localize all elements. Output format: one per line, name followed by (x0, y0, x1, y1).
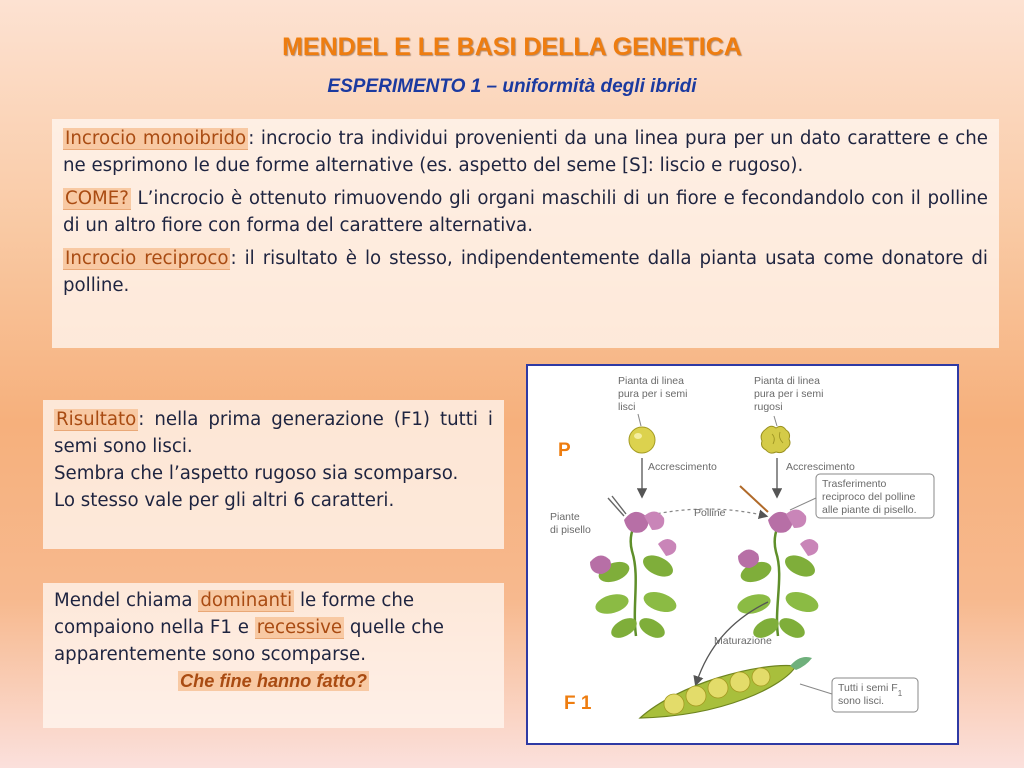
f1-note-subscript: 1 (897, 688, 903, 698)
f1-note-pointer (800, 684, 832, 694)
monoibrido-text: : incrocio tra individui provenienti da una linea pura per un dato carattere e che ne esprimono le due forme alternative (es. aspetto del seme [S]: liscio e rugoso). (63, 128, 988, 176)
illustration-svg (528, 366, 957, 743)
definitions-box (52, 119, 999, 348)
growth-label-right: Accrescimento (786, 461, 855, 473)
smooth-seed-highlight (634, 433, 642, 439)
brush-icon (740, 486, 768, 512)
right-plant-label-2: pura per i semi (754, 388, 824, 400)
pollen-label: Polline (694, 507, 726, 519)
pea-pod-icon (640, 657, 812, 718)
come-text: L’incrocio è ottenuto rimuovendo gli organi maschili di un fiore e fecondandolo con il polline di un altro fiore con forma del carattere alternativa. (63, 188, 988, 236)
recessive-term: recessive (256, 617, 343, 638)
question-text: Che fine hanno fatto? (180, 671, 367, 691)
left-plant-label-2: pura per i semi (618, 388, 688, 400)
wrinkled-seed-icon (761, 426, 790, 453)
come-term: COME? (65, 188, 129, 209)
left-plant-label-3: lisci (618, 401, 636, 413)
right-label-connector (774, 416, 777, 426)
result-term: Risultato (56, 409, 137, 430)
question-line (54, 668, 493, 695)
left-plant-label-1: Pianta di linea (618, 375, 684, 387)
f1-note-label-2: sono lisci. (838, 695, 885, 707)
f1-note-text: Tutti i semi F (838, 682, 898, 694)
mendel-cross-illustration (526, 364, 959, 745)
right-plant-label-3: rugosi (754, 401, 783, 413)
transfer-label-2: reciproco del polline (822, 491, 916, 503)
dominanti-term: dominanti (200, 590, 293, 611)
generation-f1-label: F 1 (564, 693, 592, 714)
smooth-seed-icon (629, 427, 655, 453)
result-line2: Sembra che l’aspetto rugoso sia scomparso. (54, 463, 459, 484)
result-box (43, 400, 504, 549)
monoibrido-paragraph (63, 125, 988, 179)
reciproco-paragraph (63, 245, 988, 299)
left-pea-plant (590, 511, 679, 641)
result-text: : nella prima generazione (F1) tutti i semi sono lisci. (54, 409, 493, 457)
transfer-label-1: Trasferimento (822, 478, 887, 490)
dominance-part1: Mendel chiama (54, 590, 199, 611)
right-pea-plant (735, 509, 821, 641)
monoibrido-term: Incrocio monoibrido (65, 128, 247, 149)
pea-plants-label-1: Piante (550, 511, 580, 523)
page-subtitle: ESPERIMENTO 1 – uniformità degli ibridi (327, 76, 697, 97)
result-line3: Lo stesso vale per gli altri 6 caratteri. (54, 490, 395, 511)
maturation-label: Maturazione (714, 635, 772, 647)
transfer-label-3: alle piante di pisello. (822, 504, 917, 516)
pea-plants-label-2: di pisello (550, 524, 591, 536)
generation-p-label: P (558, 440, 571, 461)
growth-label-left: Accrescimento (648, 461, 717, 473)
transfer-pointer (790, 498, 816, 510)
reciproco-term: Incrocio reciproco (65, 248, 229, 269)
come-paragraph (63, 185, 988, 239)
page-title: MENDEL E LE BASI DELLA GENETICA (282, 33, 742, 61)
reciproco-text: : il risultato è lo stesso, indipendentemente dalla pianta usata come donatore di polline. (63, 248, 988, 296)
dominance-part2: le forme che compaiono nella F1 e (54, 590, 415, 638)
right-plant-label-1: Pianta di linea (754, 375, 820, 387)
left-label-connector (638, 414, 641, 426)
dominance-box (43, 583, 504, 728)
dominance-part3: quelle che apparentemente sono scomparse. (54, 617, 444, 665)
